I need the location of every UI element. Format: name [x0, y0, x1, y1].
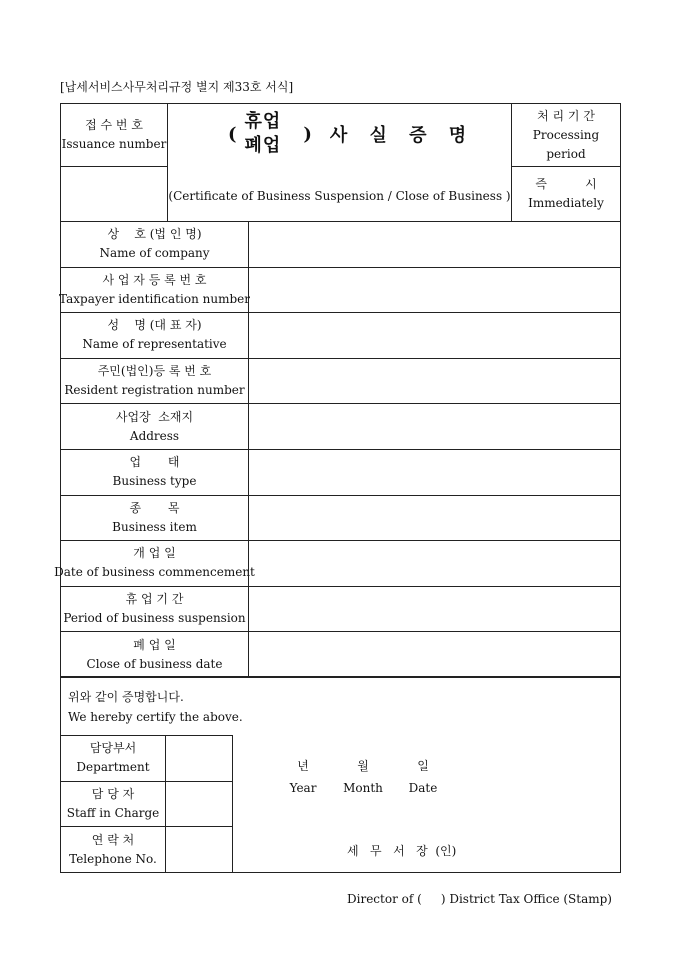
staff-label-ko: 연 락 처	[91, 832, 135, 847]
title-en: (Certificate of Business Suspension / Close of Business )	[168, 189, 511, 203]
field-label	[54, 540, 255, 587]
form-reference: [납세서비스사무처리규정 별지 제33호 서식]	[60, 80, 294, 94]
day-ko: 일	[417, 759, 429, 773]
title-option-close: 폐업	[244, 135, 282, 156]
field-label-en: Taxpayer identification number	[59, 291, 250, 306]
issuance-number-field[interactable]	[60, 166, 168, 222]
certify-en: We hereby certify the above.	[68, 710, 243, 724]
field-label-ko: 상 호 (법 인 명)	[107, 227, 202, 242]
immediately-ko: 즉 시	[535, 177, 597, 191]
staff-label-en: Department	[76, 760, 150, 775]
field-value-input[interactable]	[248, 495, 621, 542]
title-box	[167, 103, 512, 222]
field-label-ko: 종 목	[129, 500, 180, 515]
field-label	[60, 403, 249, 450]
field-value-input[interactable]	[248, 449, 621, 496]
title-paren-open: (	[228, 123, 237, 145]
field-label-ko: 사 업 자 등 록 번 호	[102, 272, 207, 287]
staff-value-input[interactable]	[165, 826, 233, 873]
field-value-input[interactable]	[248, 267, 621, 314]
processing-ko: 처 리 기 간	[537, 108, 595, 123]
title-paren-close: )	[303, 123, 312, 145]
field-label-ko: 주민(법인)등 록 번 호	[97, 364, 212, 379]
field-value-input[interactable]	[248, 358, 621, 405]
issuance-ko: 접 수 번 호	[85, 118, 143, 132]
field-label-ko: 휴 업 기 간	[125, 592, 184, 607]
field-label	[60, 358, 249, 405]
field-label-en: Business item	[112, 519, 197, 534]
staff-label-en: Staff in Charge	[66, 806, 160, 821]
page-title: 사 실 증 명	[329, 125, 475, 146]
field-label-en: Date of business commencement	[54, 565, 255, 580]
field-value-input[interactable]	[248, 221, 621, 268]
director-en: Director of ( ) District Tax Office (Stamp)	[347, 892, 612, 906]
field-label-ko: 사업장 소재지	[115, 409, 194, 424]
staff-value-input[interactable]	[165, 781, 233, 828]
field-label-en: Address	[129, 428, 180, 443]
field-label	[60, 495, 249, 542]
field-label	[60, 586, 249, 633]
issuance-number-label	[60, 103, 168, 167]
certify-ko: 위와 같이 증명합니다.	[68, 690, 184, 704]
field-label-en: Resident registration number	[64, 383, 245, 398]
year-ko: 년	[297, 759, 309, 773]
field-label-en: Business type	[112, 474, 197, 489]
staff-value-input[interactable]	[165, 735, 233, 782]
staff-label	[60, 826, 166, 873]
field-value-input[interactable]	[248, 631, 621, 678]
staff-label-en: Telephone No.	[69, 851, 157, 866]
field-label	[60, 312, 249, 359]
field-label	[60, 631, 249, 678]
field-value-input[interactable]	[248, 312, 621, 359]
field-label-en: Period of business suspension	[63, 611, 246, 626]
month-ko: 월	[357, 759, 369, 773]
day-en: Date	[408, 781, 438, 795]
staff-label	[60, 735, 166, 782]
field-label	[60, 449, 249, 496]
staff-label	[60, 781, 166, 828]
processing-period-label	[511, 103, 621, 167]
field-value-input[interactable]	[248, 403, 621, 450]
field-label-ko: 개 업 일	[133, 546, 176, 561]
issuance-en: Issuance number	[61, 137, 167, 151]
field-value-input[interactable]	[248, 586, 621, 633]
immediately-en: Immediately	[528, 196, 604, 210]
month-en: Month	[343, 781, 383, 795]
field-label-ko: 폐 업 일	[133, 637, 176, 652]
field-value-input[interactable]	[248, 540, 621, 587]
processing-period-value	[511, 166, 621, 222]
field-label-en: Close of business date	[86, 656, 223, 671]
field-label	[60, 221, 249, 268]
year-en: Year	[289, 781, 317, 795]
field-label	[60, 267, 249, 314]
field-label-en: Name of company	[99, 246, 210, 261]
field-label-ko: 성 명 (대 표 자)	[107, 318, 202, 333]
field-label-ko: 업 태	[129, 455, 180, 470]
processing-en: Processing period	[532, 127, 600, 161]
title-option-suspension: 휴업	[244, 111, 282, 132]
staff-label-ko: 담 당 자	[91, 787, 135, 802]
director-ko: 세 무 서 장 (인)	[347, 844, 457, 858]
staff-label-ko: 담당부서	[89, 741, 137, 756]
field-label-en: Name of representative	[82, 337, 227, 352]
